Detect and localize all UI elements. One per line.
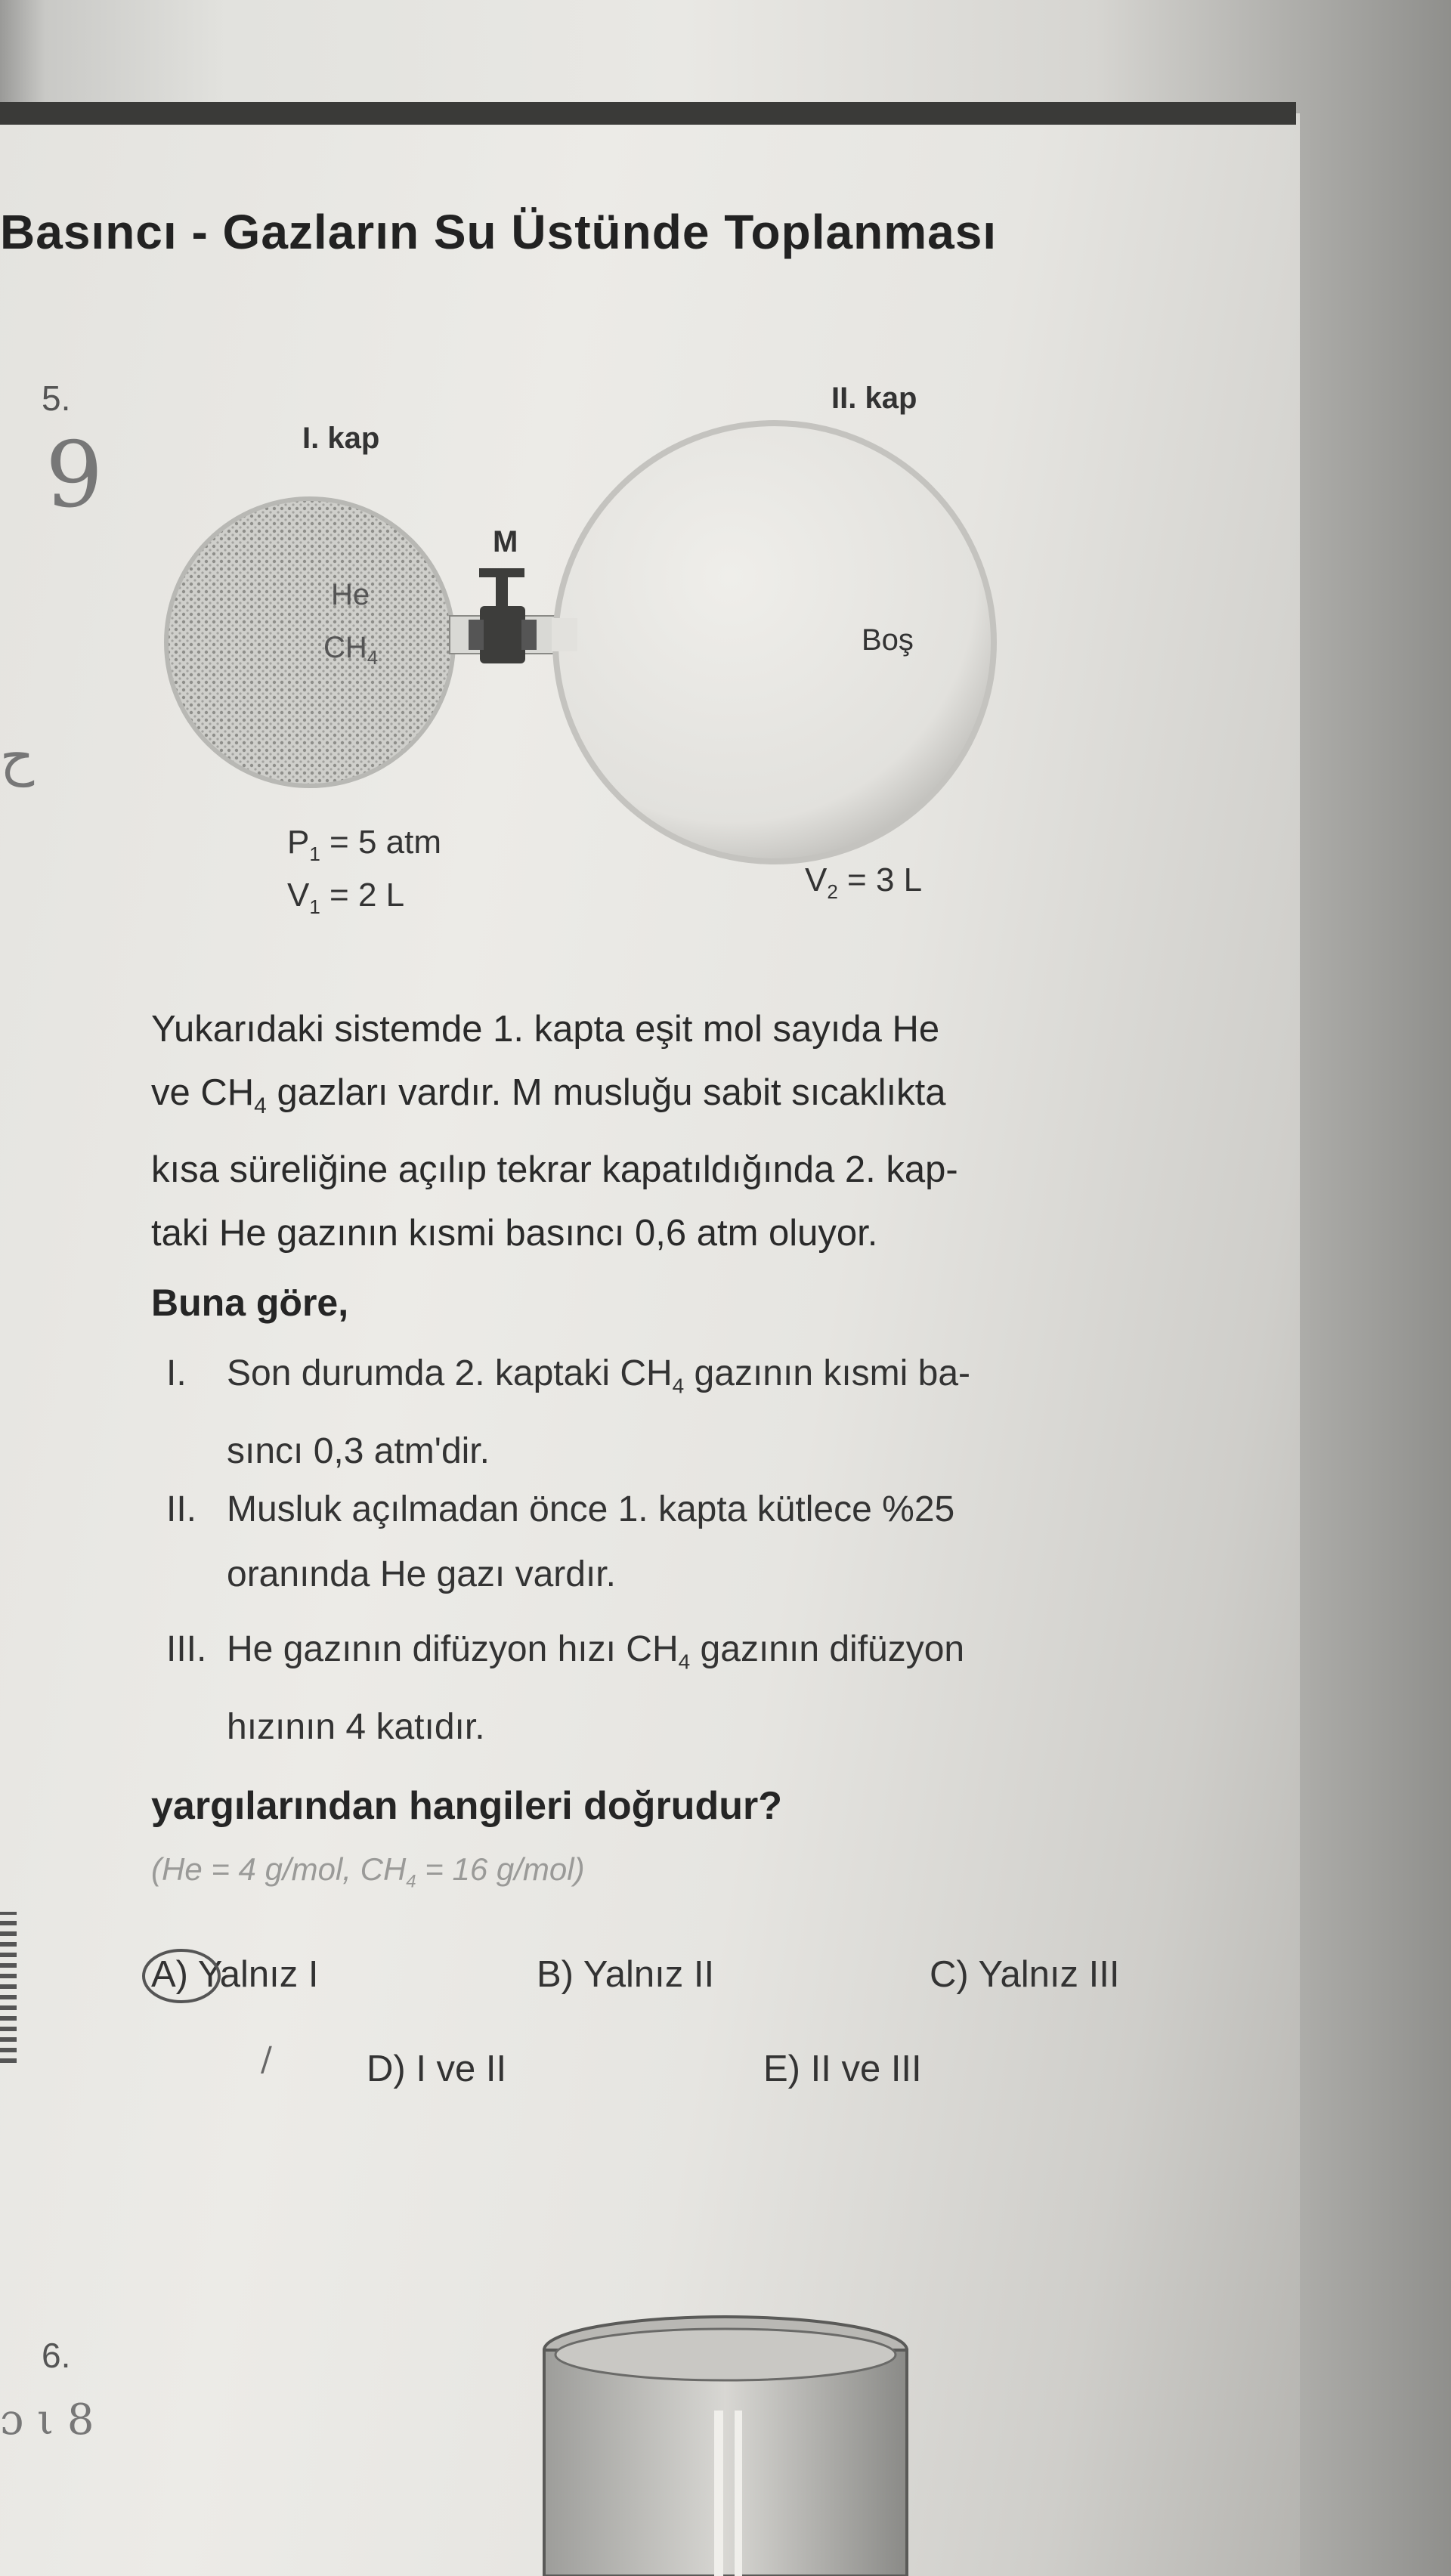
handwritten-mark: ح [0, 725, 35, 787]
answer-circle-mark [136, 1942, 227, 2010]
volume-1: $V_1 = 2$ L [287, 877, 405, 918]
handwritten-mark: ɔ ι 8 [0, 2395, 94, 2445]
valve-stem [496, 573, 508, 609]
paragraph-line: taki He gazının kısmi basıncı 0,6 atm oluyor. [151, 1212, 878, 1254]
statement-3: III. He gazının difüzyon hızı $CH_4$ gazının difüzyon hızının 4 katıdır. [166, 1629, 965, 1747]
choice-d[interactable]: D) I ve II [367, 2049, 507, 2089]
handwritten-mark: 9 [45, 423, 104, 528]
choice-c[interactable]: C) Yalnız III [930, 1954, 1120, 1995]
choice-a[interactable]: A) Yalnız I [151, 1954, 319, 1995]
gas-he-label: He [331, 578, 370, 611]
paragraph-line: ve $CH_4$ gazları vardır. M musluğu sabit sıcaklıkta [151, 1072, 946, 1118]
choice-e[interactable]: E) II ve III [763, 2049, 922, 2089]
volume-2: $V_2 = 3$ L [805, 861, 923, 903]
container-1-label: I. kap [302, 422, 380, 455]
paragraph-line: kısa süreliğine açılıp tekrar kapatıldığında 2. kap- [151, 1149, 958, 1190]
gas-containers-diagram [159, 363, 1126, 952]
given-data: (He = 4 g/mol, $CH_4 = 16$ g/mol) [151, 1851, 585, 1892]
pressure-1: $P_1 = 5$ atm [287, 824, 442, 865]
valve-label: M [493, 525, 518, 558]
choice-b[interactable]: B) Yalnız II [537, 1954, 715, 1995]
empty-label: Boş [862, 623, 914, 657]
page-title: Basıncı - Gazların Su Üstünde Toplanması [0, 205, 998, 259]
question-paragraph [151, 997, 1179, 1265]
handwritten-tick: / [261, 2040, 272, 2079]
statement-1: I. Son durumda 2. kaptaki $CH_4$ gazının kısmi ba- sıncı 0,3 atm'dir. [166, 1353, 971, 1471]
beaker-illustration [529, 2305, 922, 2576]
question-number-5: 5. [42, 379, 71, 418]
question-number-6: 6. [42, 2336, 71, 2375]
binding-edge [0, 1912, 17, 2063]
valve-body [480, 606, 525, 663]
valve-handle [479, 568, 524, 577]
container-2-label: II. kap [831, 382, 917, 415]
question-text: yargılarından hangileri doğrudur? [151, 1784, 782, 1828]
paragraph-line: Yukarıdaki sistemde 1. kapta eşit mol sayıda He [151, 1009, 940, 1050]
gas-ch4-label: $CH_4$ [323, 631, 379, 669]
container-2 [555, 423, 994, 861]
top-rule [0, 102, 1296, 125]
container-1 [166, 499, 453, 786]
statement-2: II. Musluk açılmadan önce 1. kapta kütlece %25 oranında He gazı vardır. [166, 1489, 955, 1594]
lead-text: Buna göre, [151, 1282, 349, 1324]
